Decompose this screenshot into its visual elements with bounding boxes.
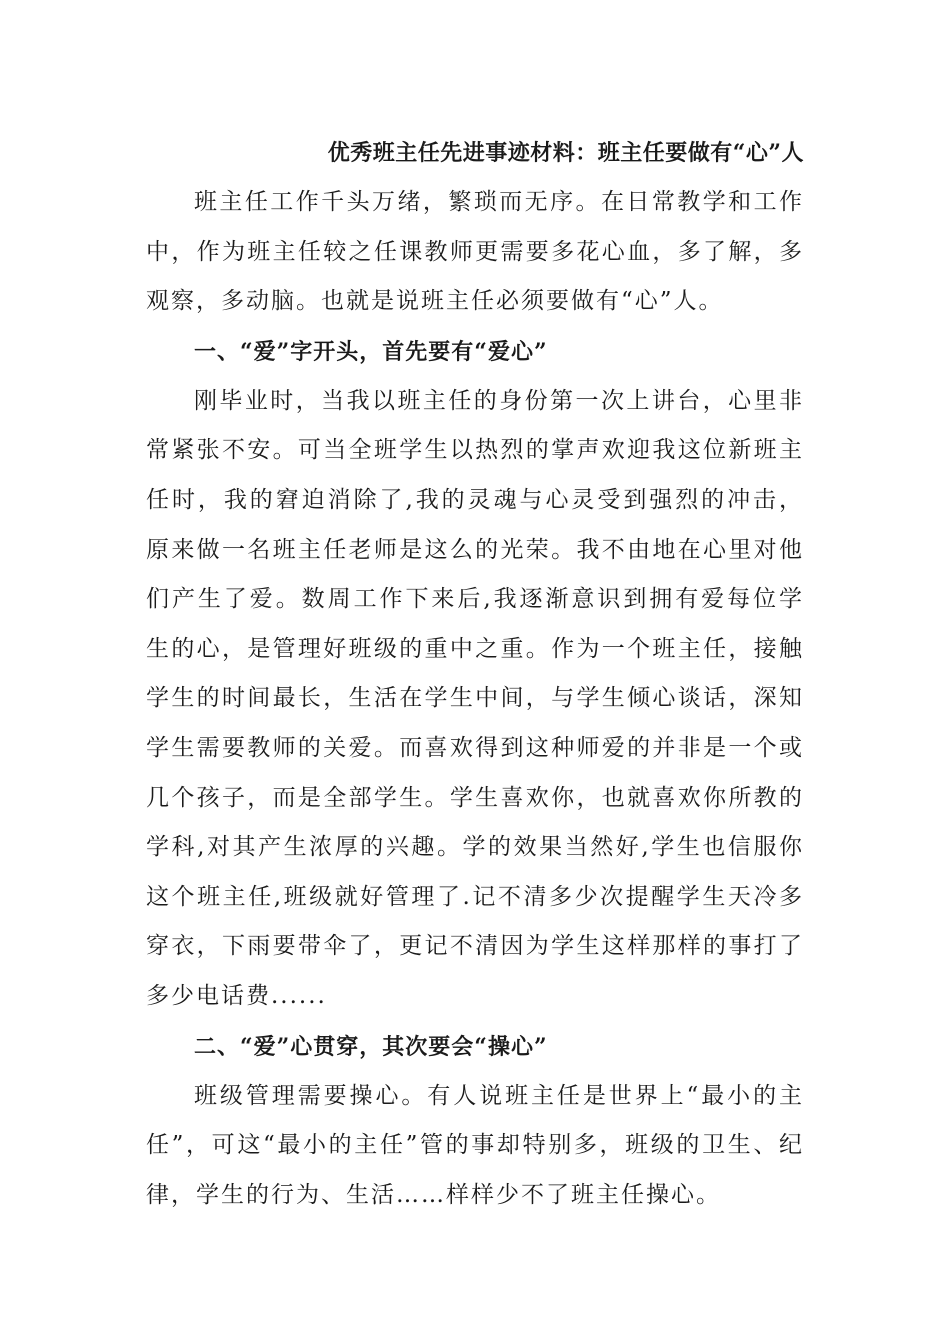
section-1-paragraph: 刚毕业时，当我以班主任的身份第一次上讲台，心里非常紧张不安。可当全班学生以热烈的掌声欢迎我这位新班主任时，我的窘迫消除了,我的灵魂与心灵受到强烈的冲击，原来做一名班主任老师是这么的光荣。我不由地在心里对他们产生了爱。数周工作下来后,我逐渐意识到拥有爱每位学生的心，是管理好班级的重中之重。作为一个班主任，接触学生的时间最长，生活在学生中间，与学生倾心谈话，深知学生需要教师的关爱。而喜欢得到这种师爱的并非是一个或几个孩子，而是全部学生。学生喜欢你，也就喜欢你所教的学科,对其产生浓厚的兴趣。学的效果当然好,学生也信服你这个班主任,班级就好管理了.记不清多少次提醒学生天冷多穿衣，下雨要带伞了，更记不清因为学生这样那样的事打了多少电话费...... (146, 387, 804, 1009)
intro-paragraph: 班主任工作千头万绪，繁琐而无序。在日常教学和工作中，作为班主任较之任课教师更需要多花心血，多了解，多观察，多动脑。也就是说班主任必须要做有“心”人。 (146, 189, 804, 315)
section-2-paragraph: 班级管理需要操心。有人说班主任是世界上“最小的主任”，可这“最小的主任”管的事却特别多，班级的卫生、纪律，学生的行为、生活……样样少不了班主任操心。 (146, 1082, 804, 1208)
section-heading-2: 二、“爱”心贯穿，其次要会“操心” (194, 1033, 548, 1060)
section-heading-1: 一、“爱”字开头，首先要有“爱心” (194, 338, 548, 365)
document-title: 优秀班主任先进事迹材料：班主任要做有“心”人 (327, 140, 804, 166)
document-body (146, 128, 804, 1220)
